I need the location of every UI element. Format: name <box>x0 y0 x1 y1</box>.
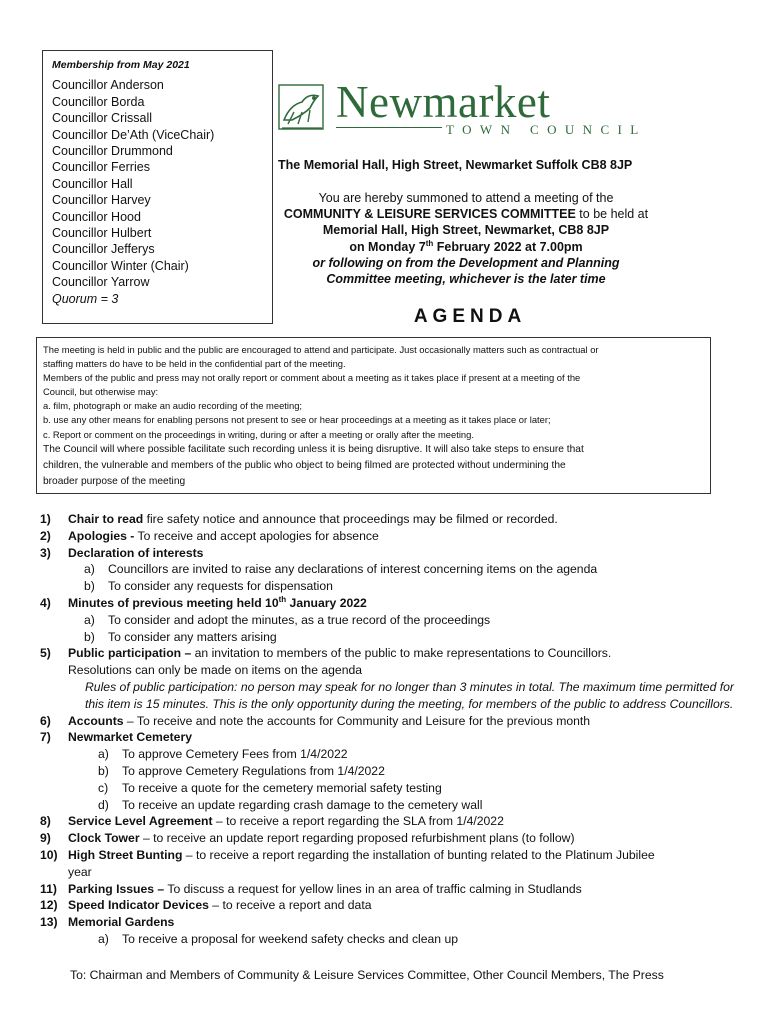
item-number: 1) <box>40 512 51 526</box>
agenda-heading: AGENDA <box>413 306 527 327</box>
item-text: – to receive a report regarding the installation of bunting related to the Platinum Jubilee <box>182 847 655 862</box>
subitem-letter: b) <box>84 629 95 644</box>
agenda-subitem <box>40 629 740 646</box>
item-number: 3) <box>40 545 51 560</box>
participation-rules: Rules of public participation: no person may speak for no longer than 3 minutes in total. The maximum time permitted for this item is 15 minutes. This is the only opportunity during the meeting, for members of the public to address Councillors. <box>85 679 734 711</box>
item-number: 9) <box>40 831 51 846</box>
notice-line: The Council will where possible facilitate such recording unless it is being disruptive. It will also take steps to ensure that <box>43 443 584 455</box>
member-name: Councillor Hood <box>52 209 141 224</box>
subitem-letter: b) <box>84 579 95 594</box>
agenda-item <box>40 528 740 545</box>
item-text: – to receive an update report regarding proposed refurbishment plans (to follow) <box>139 831 575 846</box>
summons-line <box>276 206 656 222</box>
notice-line: b. use any other means for enabling persons not present to see or hear proceedings at a meeting as it takes place or later; <box>43 414 551 426</box>
item-number: 10) <box>40 847 58 862</box>
item-text: – to receive a report and data <box>208 898 372 913</box>
summons-line: You are hereby summoned to attend a meeting of the <box>318 191 614 205</box>
subitem-text: Councillors are invited to raise any declarations of interest concerning items on the agenda <box>108 562 598 577</box>
council-crest-icon <box>276 82 328 134</box>
agenda-item <box>40 511 740 528</box>
item-title: Chair to read <box>68 512 144 526</box>
agenda-item <box>40 897 740 914</box>
subitem-letter: c) <box>98 780 109 795</box>
member-name: Councillor Borda <box>52 94 145 109</box>
summons-text-rest: to be held at <box>575 207 649 222</box>
item-number: 8) <box>40 814 51 829</box>
membership-box <box>42 50 273 324</box>
member-name: Councillor De’Ath (ViceChair) <box>52 127 215 142</box>
subitem-letter: a) <box>84 612 95 627</box>
subitem-letter: b) <box>98 763 109 778</box>
summons-text <box>276 190 656 287</box>
item-title: Declaration of interests <box>68 545 204 560</box>
subitem-text: To consider any requests for dispensation <box>108 579 333 594</box>
member-name: Councillor Jefferys <box>52 242 155 257</box>
subitem-text: To receive an update regarding crash damage to the cemetery wall <box>122 797 483 812</box>
item-title: Accounts <box>68 713 124 728</box>
member-name: Councillor Harvey <box>52 193 151 208</box>
committee-name: COMMUNITY & LEISURE SERVICES COMMITTEE <box>283 207 576 222</box>
agenda-item <box>40 645 740 662</box>
item-number: 2) <box>40 528 51 543</box>
agenda-subitem <box>40 797 740 814</box>
subitem-text: To approve Cemetery Regulations from 1/4/2022 <box>122 763 385 778</box>
item-title: Apologies - <box>68 528 135 543</box>
agenda-subitem <box>40 578 740 595</box>
notice-line: children, the vulnerable and members of the public who object to being filmed are protected without undermining the <box>43 459 566 471</box>
notice-line: The meeting is held in public and the public are encouraged to attend and participate. Just occasionally matters such as contractual or <box>43 344 599 355</box>
subitem-text: To receive a proposal for weekend safety checks and clean up <box>122 931 459 946</box>
item-number: 5) <box>40 646 51 661</box>
item-number: 12) <box>40 898 58 913</box>
date-ordinal: th <box>278 594 287 604</box>
agenda-item <box>40 595 740 612</box>
item-title: Service Level Agreement <box>68 814 213 829</box>
public-notice-box <box>36 337 711 494</box>
agenda-subitem <box>40 561 740 578</box>
agenda-subitem <box>40 931 740 948</box>
item-number: 11) <box>40 881 57 896</box>
member-name: Councillor Winter (Chair) <box>52 258 189 273</box>
meeting-place: Memorial Hall, High Street, Newmarket, CB8 8JP <box>322 223 610 238</box>
agenda-item <box>40 914 740 931</box>
notice-line: Members of the public and press may not orally report or comment about a meeting as it takes place if present at a meeting of the <box>43 372 581 384</box>
member-name: Councillor Ferries <box>52 160 150 175</box>
agenda-item <box>40 729 740 746</box>
subitem-text: To consider and adopt the minutes, as a true record of the proceedings <box>108 612 491 627</box>
item-continuation: year <box>68 864 92 879</box>
agenda-item <box>40 847 740 864</box>
item-number: 7) <box>40 730 51 745</box>
membership-heading: Membership from May 2021 <box>52 59 190 71</box>
member-name: Councillor Anderson <box>52 78 164 93</box>
subitem-text: To receive a quote for the cemetery memorial safety testing <box>122 780 442 795</box>
member-name: Councillor Hall <box>52 176 133 191</box>
agenda-subitem <box>40 612 740 629</box>
agenda-list <box>40 511 740 948</box>
agenda-item <box>40 830 740 847</box>
member-name: Councillor Crissall <box>52 111 153 126</box>
subitem-letter: a) <box>84 562 95 577</box>
member-name: Councillor Yarrow <box>52 275 150 290</box>
item-text: To discuss a request for yellow lines in an area of traffic calming in Studlands <box>164 881 582 896</box>
item-number: 13) <box>40 915 58 930</box>
member-name: Councillor Drummond <box>52 144 173 159</box>
subitem-letter: d) <box>98 797 109 812</box>
item-text: an invitation to members of the public to make representations to Councillors. <box>191 646 612 661</box>
item-title-rest: January 2022 <box>286 595 367 610</box>
agenda-subitem <box>40 746 740 763</box>
item-text: To receive and accept apologies for absence <box>134 528 379 543</box>
item-continuation: Resolutions can only be made on items on the agenda <box>68 663 363 678</box>
item-title: Newmarket Cemetery <box>68 730 192 745</box>
item-number: 4) <box>40 595 51 610</box>
item-title: Speed Indicator Devices <box>68 898 209 913</box>
meeting-date-rest: February 2022 at 7.00pm <box>433 239 583 254</box>
meeting-condition: Committee meeting, whichever is the later time <box>326 272 606 287</box>
agenda-item <box>40 813 740 830</box>
agenda-subitem <box>40 780 740 797</box>
notice-line: staffing matters do have to be held in the confidential part of the meeting. <box>43 358 346 370</box>
member-name: Councillor Hulbert <box>52 226 152 241</box>
quorum-text: Quorum = 3 <box>52 291 119 306</box>
item-title: Minutes of previous meeting held 10 <box>68 595 279 610</box>
item-text: – To receive and note the accounts for Community and Leisure for the previous month <box>123 713 591 728</box>
item-title: Clock Tower <box>68 831 140 846</box>
logo-subtitle: TOWN COUNCIL <box>446 122 647 137</box>
logo-divider <box>336 127 442 128</box>
logo-wordmark: Newmarket <box>336 77 551 127</box>
subitem-letter: a) <box>98 747 109 762</box>
item-title: Public participation – <box>68 646 192 661</box>
agenda-item <box>40 713 740 730</box>
meeting-date-day: on Monday 7 <box>349 239 426 254</box>
meeting-date <box>276 239 656 255</box>
subitem-text: To approve Cemetery Fees from 1/4/2022 <box>122 747 348 762</box>
agenda-item <box>40 881 740 898</box>
date-ordinal: th <box>425 238 434 248</box>
notice-line: Council, but otherwise may: <box>43 386 159 398</box>
subitem-letter: a) <box>98 931 109 946</box>
item-number: 6) <box>40 713 51 728</box>
notice-line: broader purpose of the meeting <box>43 476 186 488</box>
item-text: – to receive a report regarding the SLA from 1/4/2022 <box>212 814 504 829</box>
item-title: Memorial Gardens <box>68 915 175 930</box>
item-title: Parking Issues – <box>68 881 165 896</box>
distribution-footer: To: Chairman and Members of Community & Leisure Services Committee, Other Council Members, The Press <box>70 968 664 982</box>
item-title: High Street Bunting <box>68 847 183 862</box>
notice-line: c. Report or comment on the proceedings in writing, during or after a meeting or orally after the meeting. <box>43 428 474 440</box>
item-text: fire safety notice and announce that proceedings may be filmed or recorded. <box>143 512 558 526</box>
subitem-text: To consider any matters arising <box>108 629 277 644</box>
meeting-condition: or following on from the Development and Planning <box>312 255 620 270</box>
agenda-subitem <box>40 763 740 780</box>
venue-address: The Memorial Hall, High Street, Newmarket Suffolk CB8 8JP <box>278 158 633 172</box>
agenda-item <box>40 545 740 562</box>
notice-line: a. film, photograph or make an audio recording of the meeting; <box>43 400 303 412</box>
